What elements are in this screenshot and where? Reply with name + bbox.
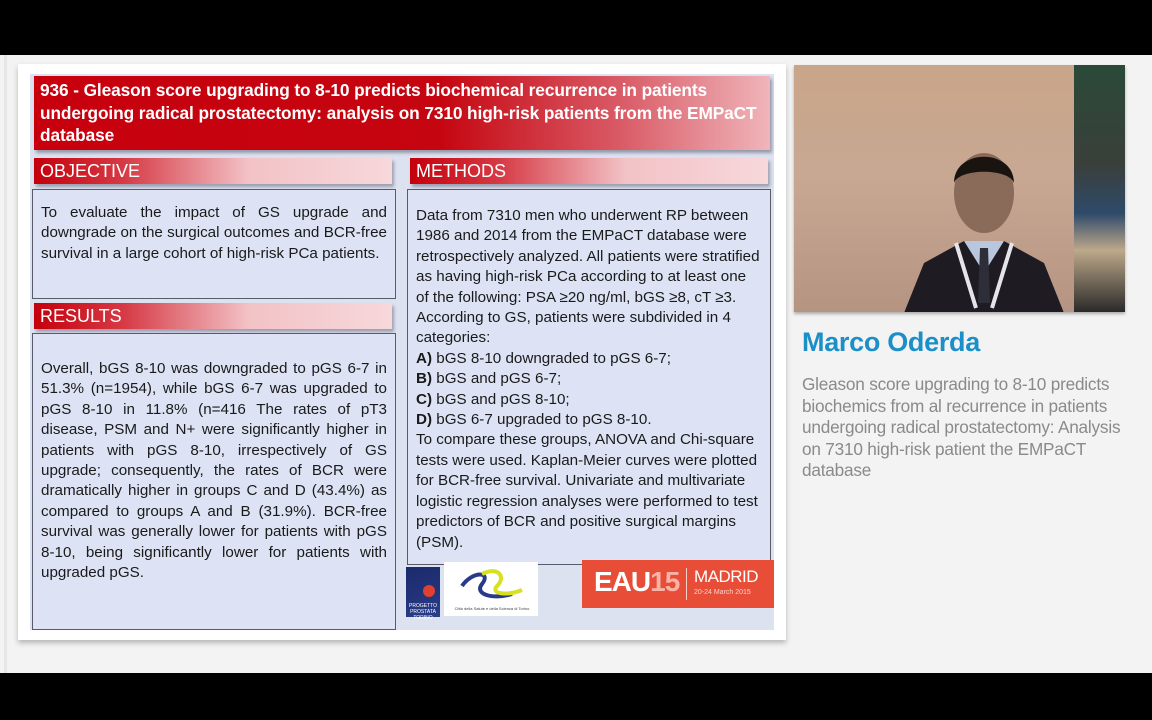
group-b: B) bGS and pGS 6-7; xyxy=(416,370,562,388)
speaker-name: Marco Oderda xyxy=(802,327,980,357)
speaker-figure xyxy=(884,113,1084,312)
eau15-madrid-logo: EAU15 MADRID 20-24 March 2015 xyxy=(582,560,774,608)
group-d: D) bGS 6-7 upgraded to pGS 8-10. xyxy=(416,411,652,429)
speaker-photo xyxy=(794,65,1125,312)
methods-box xyxy=(407,189,771,565)
poster-body xyxy=(30,74,774,630)
objective-box xyxy=(32,189,396,299)
results-box xyxy=(32,333,396,630)
objective-heading: OBJECTIVE xyxy=(34,158,392,184)
methods-heading: METHODS xyxy=(410,158,768,184)
stage-edge xyxy=(4,55,7,673)
results-text: Overall, bGS 8-10 was downgraded to pGS 6-7 in 51.3% (n=1954), while bGS 6-7 was upgraded to pGS 8-10 in 11.8% (n=416 The rates of pT3 disease, PSM and N+ were significantly higher in patients with pGS 8-10, irrespectively of GS upgrade; consequently, the rates of BCR were dramatically higher in groups C and D (43.4%) as compared to groups A and B (31.9%). BCR-free survival was generally lower for patients with pGS 8-10, being significantly lower for patients with upgraded pGS. xyxy=(41,360,387,582)
talk-description: Gleason score upgrading to 8-10 predicts biochemics from al recurrence in patients undergoing radical prostatectomy: Analysis on 7310 high-risk patient the EMPaCT database xyxy=(802,374,1121,481)
video-stage xyxy=(0,55,1152,673)
poster-slide xyxy=(18,64,786,640)
citta-salute-logo: Città della Salute e della Scienza di Torino xyxy=(444,562,538,616)
progetto-prostata-logo: PROGETTO PROSTATA TORINO xyxy=(406,567,440,617)
results-heading: RESULTS xyxy=(34,303,392,329)
methods-intro: Data from 7310 men who underwent RP between 1986 and 2014 from the EMPaCT database were retrospectively analyzed. All patients were stratified as having high-risk PCa according to at least one of the following: PSA ≥20 ng/ml, bGS ≥8, cT ≥3. According to GS, patients were subdivided in 4 categories: xyxy=(416,207,760,347)
poster-title: 936 - Gleason score upgrading to 8-10 predicts biochemical recurrence in patients undergoing radical prostatectomy: analysis on 7310 high-risk patients from the EMPaCT database xyxy=(34,76,770,150)
objective-text: To evaluate the impact of GS upgrade and downgrade on the surgical outcomes and BCR-free survival in a large cohort of high-risk PCa patients. xyxy=(41,204,387,262)
swirl-logo-icon xyxy=(452,566,532,606)
sponsor-logos xyxy=(406,562,774,624)
logo-ring-icon xyxy=(423,585,435,597)
group-a: A) bGS 8-10 downgraded to pGS 6-7; xyxy=(416,349,671,367)
group-c: C) bGS and pGS 8-10; xyxy=(416,390,570,408)
methods-outro: To compare these groups, ANOVA and Chi-square tests were used. Kaplan-Meier curves were plotted for BCR-free survival. Univariate and multivariate logistic regression analyses were performed to test predictors of BCR and positive surgical margins (PSM). xyxy=(416,431,758,551)
